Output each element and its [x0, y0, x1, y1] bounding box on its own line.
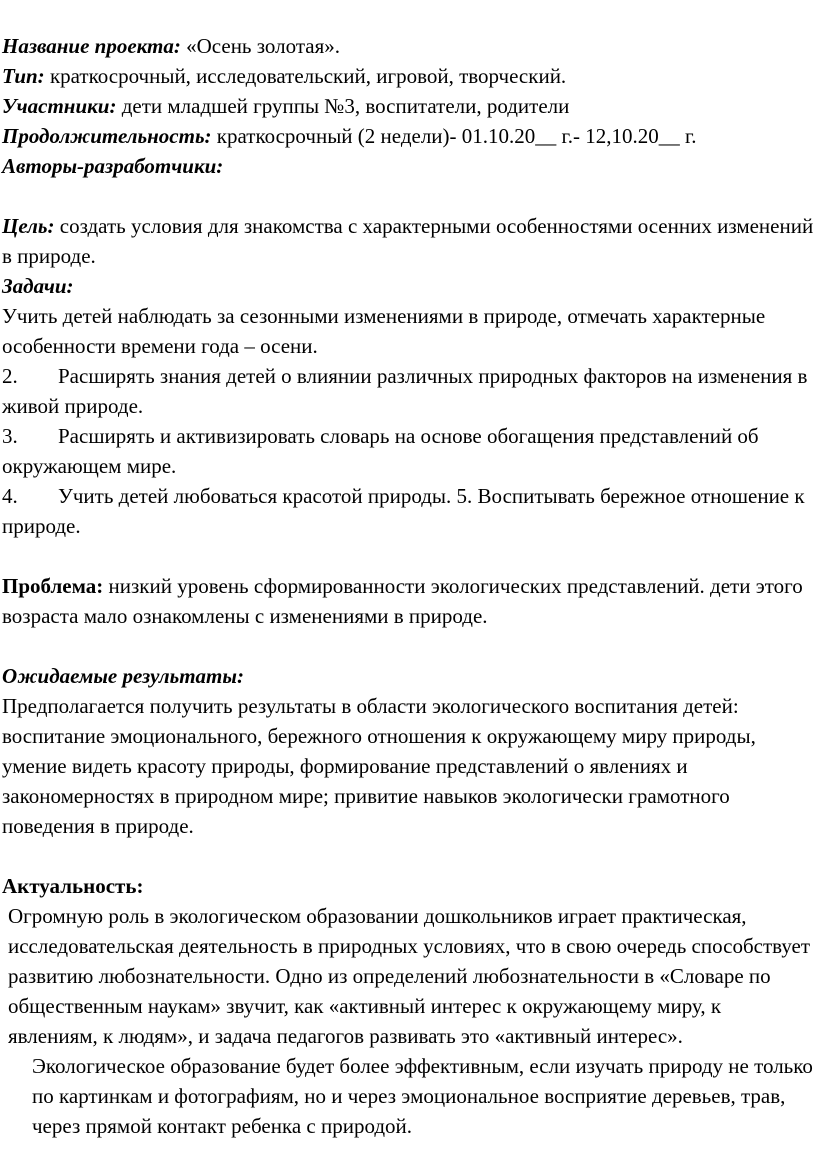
task-item	[2, 481, 814, 541]
authors-label: Авторы-разработчики:	[2, 154, 224, 178]
tasks-label: Задачи:	[2, 274, 74, 298]
spacer	[2, 541, 814, 571]
task-text: Расширять знания детей о влиянии различных природных факторов на изменения в живой природе.	[2, 364, 808, 418]
relevance-heading	[2, 871, 814, 901]
project-type-line	[2, 61, 814, 91]
duration-label: Продолжительность:	[2, 124, 212, 148]
task-number: 3.	[2, 424, 18, 448]
problem-label: Проблема:	[2, 574, 104, 598]
duration-line	[2, 121, 814, 151]
results-text: Предполагается получить результаты в области экологического воспитания детей: воспитание эмоционального, бережного отношения к окружающему миру природы, умение видеть красоту природы, формирование представлений о явлениях и закономерностях в природном мире; привитие навыков экологически грамотного поведения в природе.	[2, 694, 756, 838]
goal-text: создать условия для знакомства с характерными особенностями осенних изменений в природе.	[2, 214, 814, 268]
project-name-label: Название проекта:	[2, 34, 181, 58]
task-number: 4.	[2, 484, 18, 508]
participants-label: Участники:	[2, 94, 117, 118]
spacer	[2, 181, 814, 211]
project-name-line	[2, 31, 814, 61]
problem-text: низкий уровень сформированности экологических представлений. дети этого возраста мало ознакомлены с изменениями в природе.	[2, 574, 803, 628]
goal-paragraph	[2, 211, 814, 271]
task-item	[2, 421, 814, 481]
duration-value: краткосрочный (2 недели)- 01.10.20__ г.- 12,10.20__ г.	[211, 124, 697, 148]
project-type-value: краткосрочный, исследовательский, игровой, творческий.	[44, 64, 567, 88]
tasks-intro: Учить детей наблюдать за сезонными изменениями в природе, отмечать характерные особенности времени года – осени.	[2, 304, 766, 358]
problem-paragraph	[2, 571, 814, 631]
task-text: Учить детей любоваться красотой природы. 5. Воспитывать бережное отношение к природе.	[2, 484, 805, 538]
spacer	[2, 841, 814, 871]
task-number: 2.	[2, 364, 18, 388]
participants-line	[2, 91, 814, 121]
tasks-heading	[2, 271, 814, 301]
participants-value: дети младшей группы №3, воспитатели, родители	[116, 94, 570, 118]
project-type-label: Тип:	[2, 64, 45, 88]
relevance-paragraph-2: Экологическое образование будет более эффективным, если изучать природу не только по картинкам и фотографиям, но и через эмоциональное восприятие деревьев, трав, через прямой контакт ребенка с природой.	[32, 1054, 813, 1138]
results-heading	[2, 661, 814, 691]
goal-label: Цель:	[2, 214, 55, 238]
authors-line	[2, 151, 814, 181]
task-item	[2, 361, 814, 421]
results-label: Ожидаемые результаты:	[2, 664, 244, 688]
project-name-value: «Осень золотая».	[180, 34, 341, 58]
relevance-paragraph-1: Огромную роль в экологическом образовании дошкольников играет практическая, исследовательская деятельность в природных условиях, что в свою очередь способствует развитию любознательности. Одно из определений любознательности в «Словаре по общественным наукам» звучит, как «активный интерес к окружающему миру, к явлениям, к людям», и задача педагогов развивать это «активный интерес».	[8, 904, 811, 1048]
relevance-label: Актуальность:	[2, 874, 144, 898]
task-text: Расширять и активизировать словарь на основе обогащения представлений об окружающем мире.	[2, 424, 759, 478]
spacer	[2, 631, 814, 661]
